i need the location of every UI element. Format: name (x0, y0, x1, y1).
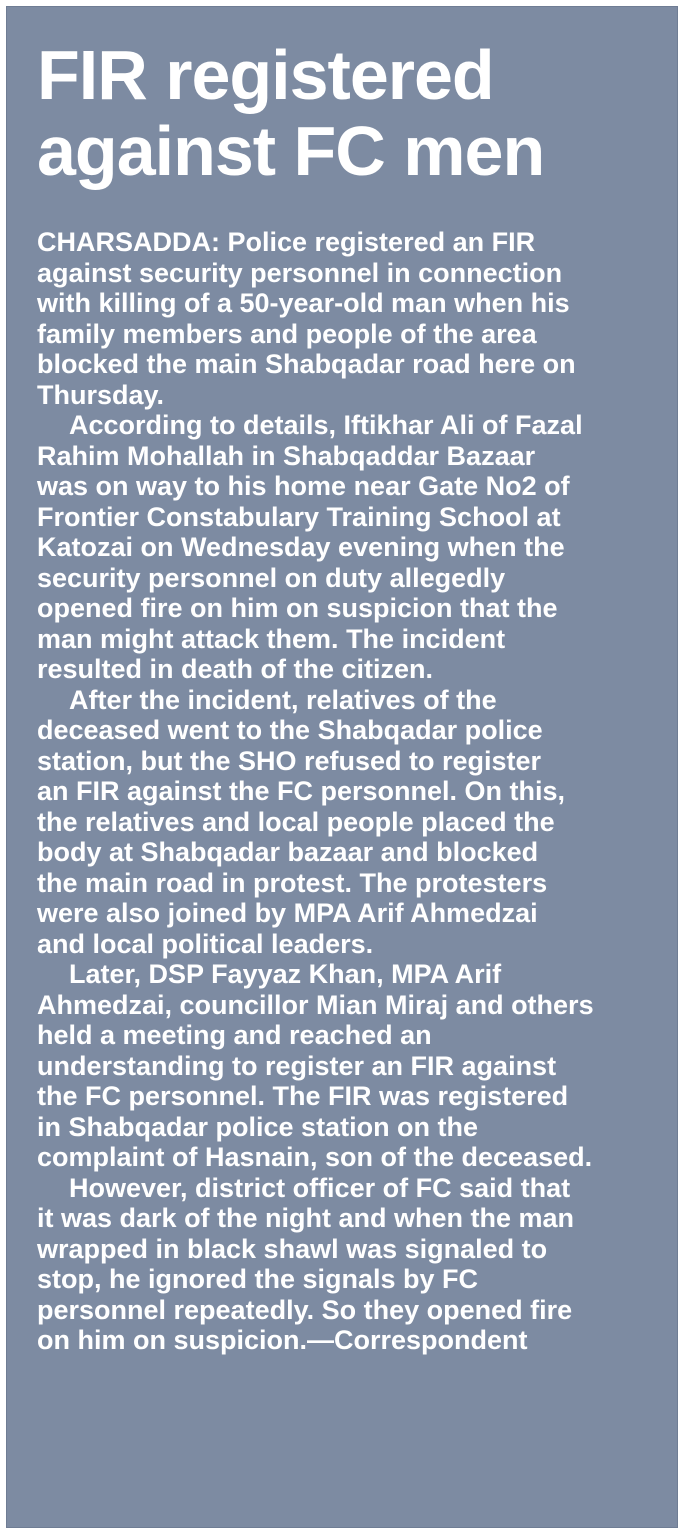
article-body (37, 227, 677, 1356)
article-line: Ahmedzai, councillor Mian Miraj and others (37, 989, 594, 1020)
article-line: Frontier Constabulary Training School at (37, 501, 561, 532)
article-paragraph (37, 959, 677, 1173)
article-line: held a meeting and reached an (37, 1020, 432, 1050)
article-line: against security personnel in connection (37, 257, 563, 288)
article-paragraph (37, 410, 677, 685)
article-line: stop, he ignored the signals by FC (37, 1264, 479, 1294)
article-line: blocked the main Shabqadar road here on (37, 349, 576, 379)
headline-line: FIR registered (37, 36, 494, 114)
article-line: station, but the SHO refused to register (37, 745, 542, 776)
article-line: man might attack them. The incident (37, 623, 506, 654)
article-line: CHARSADDA: Police registered an FIR (37, 227, 536, 257)
article-line: and local political leaders. (37, 928, 374, 959)
article-line: personnel repeatedly. So they opened fire (37, 1294, 573, 1325)
article-line: family members and people of the area (37, 318, 537, 349)
article-line: on him on suspicion.—Correspondent (37, 1325, 528, 1355)
article-paragraph (37, 1173, 677, 1356)
article-line: However, district officer of FC said that (69, 1172, 571, 1203)
article-line: opened fire on him on suspicion that the (37, 593, 558, 623)
article-line: the relatives and local people placed the (37, 806, 555, 837)
headline (37, 37, 667, 189)
article-line: According to details, Iftikhar Ali of Fazal (69, 410, 583, 440)
article-line: understanding to register an FIR against (37, 1050, 557, 1081)
article-line: Rahim Mohallah in Shabqaddar Bazaar (37, 440, 536, 471)
article-line: the FC personnel. The FIR was registered (37, 1081, 569, 1111)
article-line: Later, DSP Fayyaz Khan, MPA Arif (69, 959, 502, 989)
article-paragraph (37, 227, 677, 410)
article-line: Katozai on Wednesday evening when the (37, 532, 565, 562)
article-paragraph (37, 685, 677, 960)
article-line: in Shabqadar police station on the (37, 1111, 479, 1142)
article-line: Thursday. (37, 379, 165, 410)
article-line: were also joined by MPA Arif Ahmedzai (37, 898, 538, 928)
article-line: wrapped in black shawl was signaled to (37, 1233, 548, 1264)
article-line: the main road in protest. The protesters (37, 867, 548, 898)
article-line: security personnel on duty allegedly (37, 562, 506, 593)
article-line: After the incident, relatives of the (69, 684, 497, 715)
article-line: it was dark of the night and when the man (37, 1203, 575, 1233)
article-line: body at Shabqadar bazaar and blocked (37, 837, 539, 867)
article-line: deceased went to the Shabqadar police (37, 715, 543, 745)
news-clipping (6, 6, 678, 1528)
article-line: an FIR against the FC personnel. On this, (37, 776, 566, 806)
article-line: was on way to his home near Gate No2 of (37, 471, 570, 501)
article-line: resulted in death of the citizen. (37, 654, 434, 684)
article-line: complaint of Hasnain, son of the deceased. (37, 1142, 593, 1172)
headline-line: against FC men (37, 112, 545, 190)
article-line: with killing of a 50-year-old man when his (37, 288, 570, 318)
